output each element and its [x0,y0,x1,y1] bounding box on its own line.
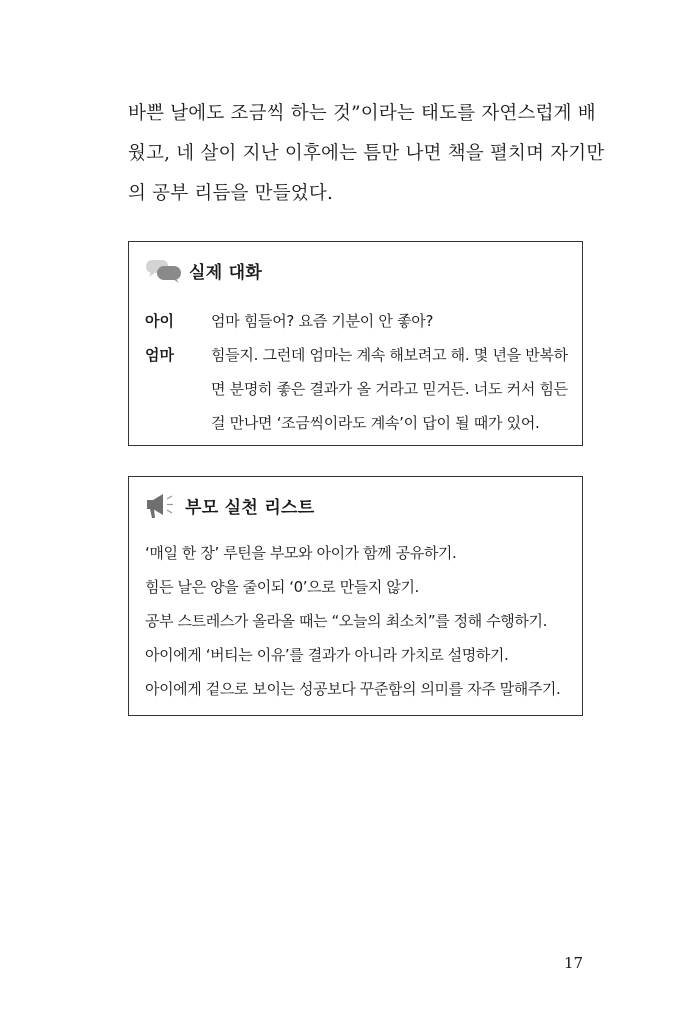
intro-line: 의 공부 리듬을 만들었다. [128,183,334,204]
checklist-box [128,476,583,716]
speaker-label: 엄마 [145,346,174,364]
speech-text: 엄마 힘들어? 요즘 기분이 안 좋아? [211,312,434,330]
intro-line: 웠고, 네 살이 지난 이후에는 틈만 나면 책을 펼치며 자기만 [128,143,605,164]
intro-paragraph [128,94,605,214]
speech-text: 걸 만나면 ‘조금씩이라도 계속’이 답이 될 때가 있어. [211,414,540,432]
checklist-item: 아이에게 겉으로 보이는 성공보다 꾸준함의 의미를 자주 말해주기. [145,680,561,698]
dialogue-header [145,256,262,284]
checklist-item: 힘든 날은 양을 줄이되 ‘0’으로 만들지 않기. [145,578,419,596]
speaker-label: 아이 [145,312,174,330]
speech-text: 면 분명히 좋은 결과가 올 거라고 믿거든. 너도 커서 힘든 [211,380,568,398]
speech-text: 힘들지. 그런데 엄마는 계속 해보려고 해. 몇 년을 반복하 [211,346,568,364]
checklist-title: 부모 실천 리스트 [185,497,315,518]
checklist-item: ‘매일 한 장’ 루틴을 부모와 아이가 함께 공유하기. [145,544,457,562]
page-number: 17 [564,954,584,972]
megaphone-icon [145,491,181,519]
dialogue-title: 실제 대화 [189,262,263,283]
checklist-header [145,491,315,519]
checklist-item: 아이에게 ‘버티는 이유’를 결과가 아니라 가치로 설명하기. [145,646,509,664]
intro-line: 바쁜 날에도 조금씩 하는 것”이라는 태도를 자연스럽게 배 [128,103,596,124]
dialogue-box [128,241,583,446]
checklist-item: 공부 스트레스가 올라올 때는 “오늘의 최소치”를 정해 수행하기. [145,612,547,630]
speech-bubbles-icon [145,257,185,283]
